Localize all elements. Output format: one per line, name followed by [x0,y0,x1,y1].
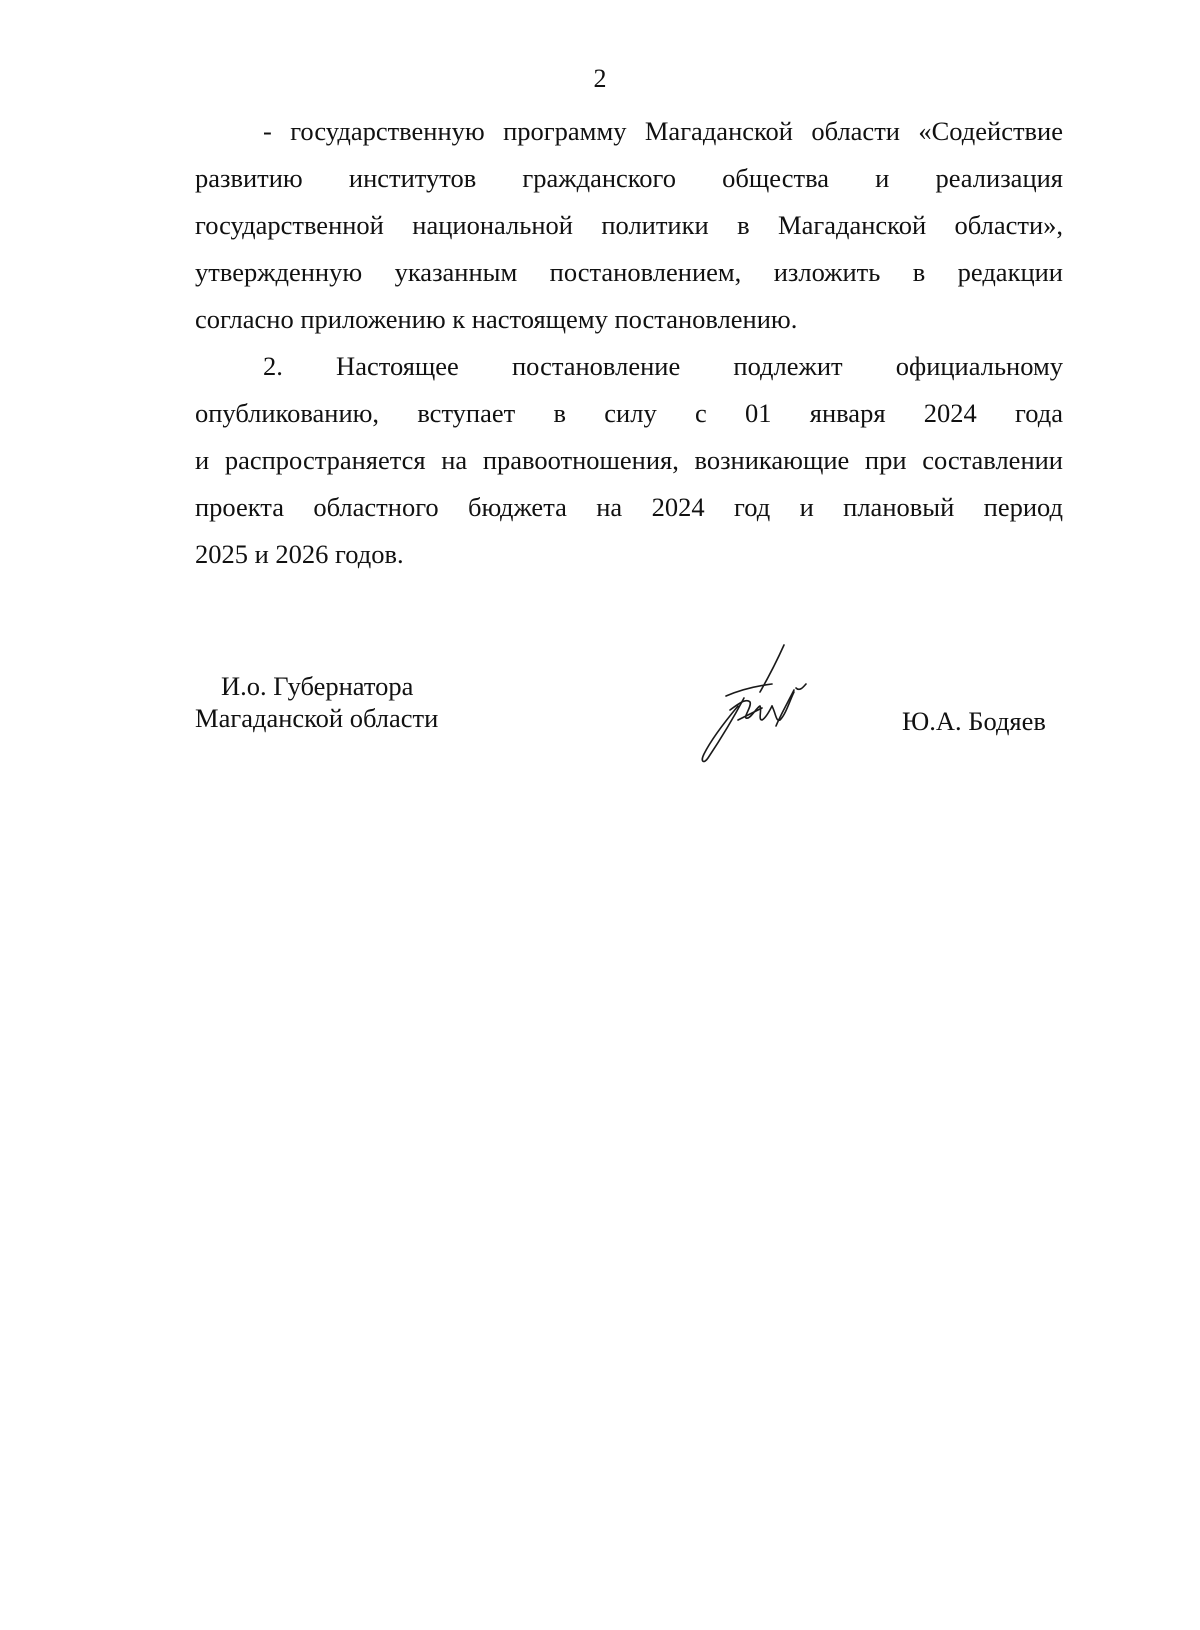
page-number: 2 [593,64,607,93]
document-body [195,108,1063,578]
signature-block [0,670,1200,790]
paragraph-item-2 [195,343,1063,578]
text-line: государственной национальной политики в Магаданской области», [195,210,1063,240]
signatory-name: Ю.А. Бодяев [902,706,1046,736]
text-line: и распространяется на правоотношения, возникающие при составлении [195,445,1063,475]
text-line: проекта областного бюджета на 2024 год и плановый период [195,492,1063,522]
text-line: согласно приложению к настоящему постановлению. [195,304,798,334]
text-line: утвержденную указанным постановлением, изложить в редакции [195,257,1063,287]
text-line: - государственную программу Магаданской области «Содействие [263,116,1063,146]
text-line: 2025 и 2026 годов. [195,539,404,569]
text-line: 2. Настоящее постановление подлежит официальному [263,351,1063,381]
signatory-title-line: Магаданской области [195,703,439,733]
text-line: развитию институтов гражданского общества и реализация [195,163,1063,193]
handwritten-signature [680,640,820,770]
signatory-title [195,670,438,734]
signatory-title-line: И.о. Губернатора [221,671,414,701]
paragraph-program [195,108,1063,343]
text-line: опубликованию, вступает в силу с 01 января 2024 года [195,398,1063,428]
